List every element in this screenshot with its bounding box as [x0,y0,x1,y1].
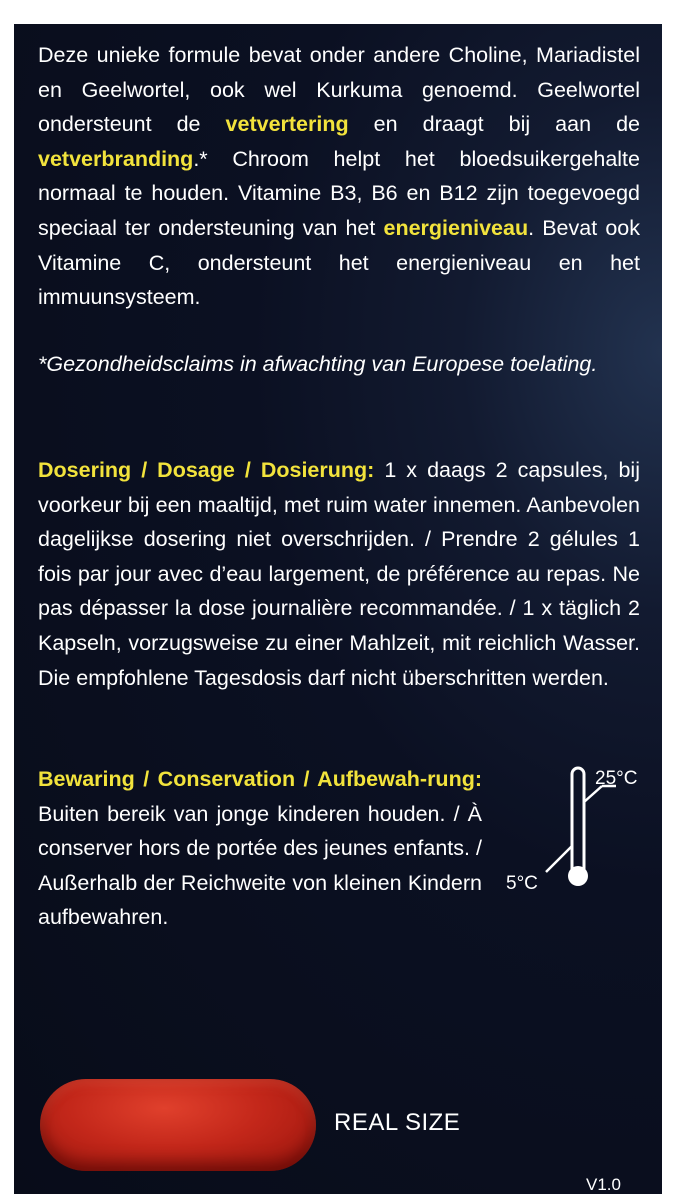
real-size-label: REAL SIZE [334,1109,461,1136]
intro-text-2: en draagt bij aan de [348,112,640,137]
max-temperature-label: 25°C [595,768,638,789]
intro-text-1: Deze unieke formule bevat onder andere Choline, Mariadistel en Geelwortel, ook wel Kurkuma genoemd. Geelwortel ondersteunt de [38,43,640,137]
storage-paragraph [38,762,482,935]
capsule-image [40,1079,316,1171]
dosage-paragraph [38,453,640,695]
label-panel [14,24,662,1194]
version-label: V1.0 [586,1175,621,1194]
highlight-vetvertering: vetvertering [225,112,349,137]
intro-paragraph [38,38,640,315]
health-claim-note: *Gezondheidsclaims in afwachting van Europese toelating. [38,352,598,376]
dosage-text: 1 x daags 2 capsules, bij voorkeur bij een maaltijd, met ruim water innemen. Aanbevolen dagelijkse dosering niet overschrijden. / Prendre 2 gélules 1 fois par jour avec d’eau largement, de préférence au repas. Ne pas dépasser la dose journalière recommandée. / 1 x täglich 2 Kapseln, vorzugsweise zu einer Mahlzeit, mit reichlich Wasser. Die empfohlene Tagesdosis darf nicht überschritten werden. [38,458,640,690]
storage-heading: Bewaring / Conservation / Aufbewah-rung: [38,767,482,791]
intro-text-3: .* Chroom helpt het bloedsuikergehalte normaal te houden. Vitamine B3, B6 en B12 zijn toegevoegd speciaal ter ondersteuning van het [38,146,640,240]
highlight-energieniveau: energieniveau [383,215,529,240]
dosage-heading: Dosering / Dosage / Dosierung: [38,458,375,482]
storage-text: Buiten bereik van jonge kinderen houden. / À conserver hors de portée des jeunes enfants. / Außerhalb der Reichweite von kleinen Kindern aufbewahren. [38,801,482,930]
min-temperature-label: 5°C [506,873,538,894]
highlight-vetverbranding: vetverbranding [38,146,194,171]
intro-text-4: . Bevat ook Vitamine C, ondersteunt het energieniveau en het immuunsysteem. [38,215,640,310]
